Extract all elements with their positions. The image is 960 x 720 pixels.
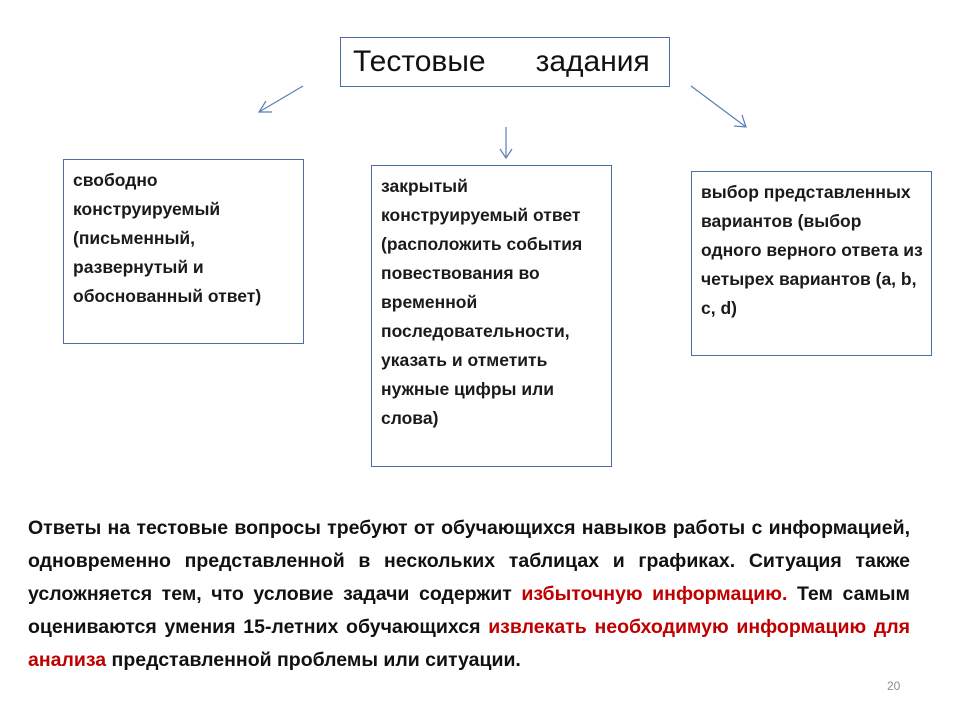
summary-text: Ответы на тестовые вопросы требуют от обучающихся навыков работы с информацией, одновременно представленной в нескольких таблицах и графиках. Ситуация также усложняется тем, что условие задачи содержит [28,517,910,605]
free-constructed-answer-box: свободно конструируемый (письменный, развернутый и обоснованный ответ) [63,159,304,344]
multiple-choice-box: выбор представленных вариантов (выбор одного верного ответа из четырех вариантов (a, b, c, d) [691,171,932,356]
summary-highlight-redundant: избыточную информацию. [521,583,788,605]
summary-text: Тем самым оцениваются умения 15-летних обучающихся [28,583,910,638]
summary-paragraph [28,512,910,677]
closed-constructed-answer-box: закрытый конструируемый ответ (расположить события повествования во временной последовательности, указать и отметить нужные цифры или слова) [371,165,612,467]
page-number: 20 [887,679,901,693]
summary-highlight-extract: извлекать необходимую информацию для анализа [28,616,911,671]
summary-text: представленной проблемы или ситуации. [106,649,521,671]
arrow-to-left-box [259,86,303,112]
arrow-to-right-box [691,86,746,127]
arrow-to-center-box [500,127,512,158]
diagram-title: Тестовые задания [340,37,670,87]
